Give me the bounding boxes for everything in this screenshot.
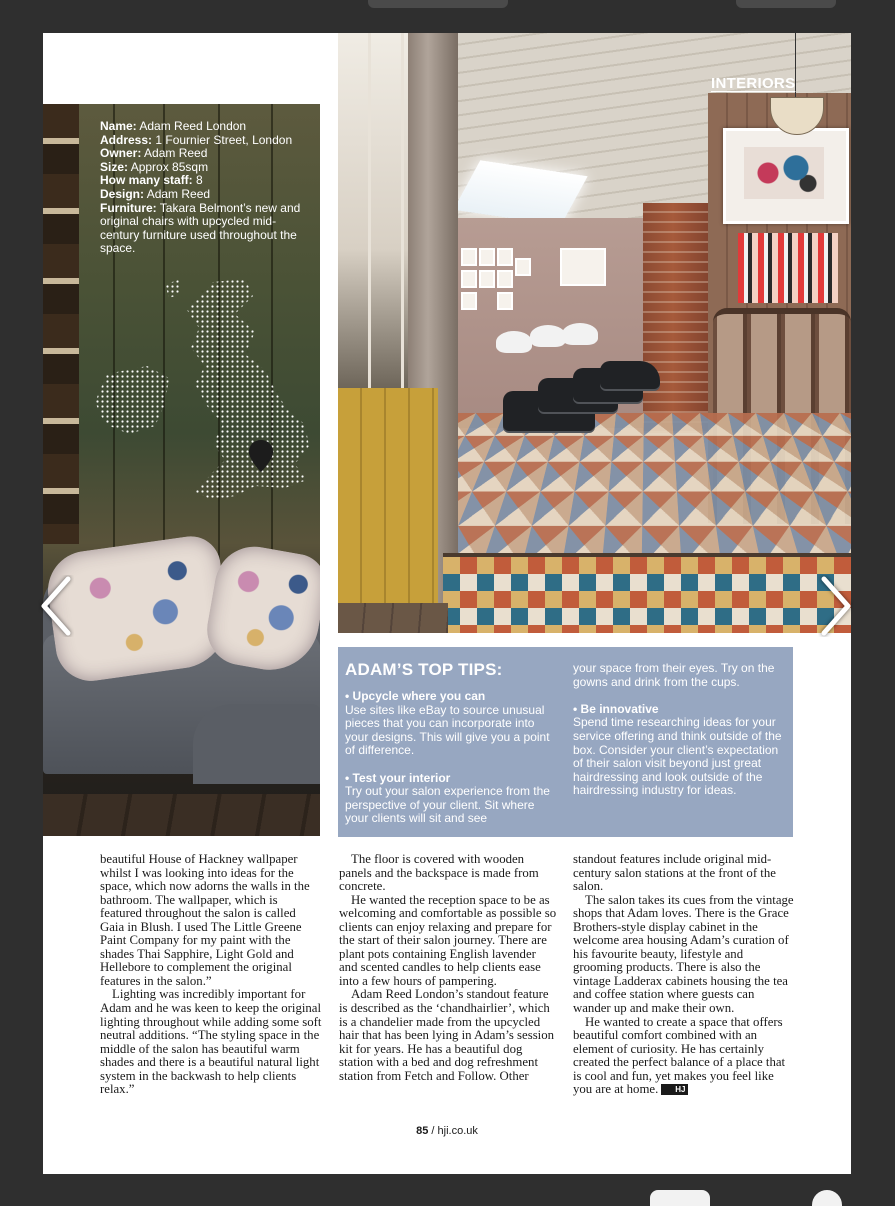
framed-artwork bbox=[723, 128, 849, 224]
picture-frame bbox=[461, 270, 477, 288]
article-paragraph: standout features include original mid-century salon stations at the front of the salon. bbox=[573, 852, 776, 894]
info-label: Furniture: bbox=[100, 200, 157, 215]
salon-info-list bbox=[100, 120, 315, 256]
salon-sofa-photo bbox=[43, 104, 320, 836]
section-label: INTERIORS bbox=[711, 75, 796, 92]
yellow-panel-wall bbox=[338, 388, 438, 603]
top-tips-box bbox=[338, 647, 793, 837]
article-text: He wanted to create a space that offers beautiful comfort combined with an element of curiosity. He has certainly created the perfect balance of a place that is cool and fun, yet makes you feel like you are at home. bbox=[573, 1014, 786, 1097]
tiled-step bbox=[443, 553, 851, 633]
info-staff bbox=[100, 174, 315, 188]
article-paragraph: Adam Reed London’s standout feature is described as the ‘chandhairlier’, which is a chandelier made from the upcycled hair that has been lying in Adam’s session kit for years. He has a beautiful dog station with a bed and dog refreshment station from Fetch and Follow. Other bbox=[339, 987, 555, 1083]
info-label: Name: bbox=[100, 119, 137, 133]
viewer-bottom-edge bbox=[650, 1190, 710, 1206]
brick-wall bbox=[643, 203, 718, 433]
wooden-floor bbox=[43, 794, 320, 836]
product-shelf bbox=[43, 104, 79, 544]
info-label: Address: bbox=[100, 132, 153, 147]
article-paragraph bbox=[573, 1016, 795, 1097]
page-footer bbox=[43, 1125, 851, 1137]
page-number: 85 bbox=[416, 1125, 429, 1137]
window bbox=[338, 33, 408, 393]
product-display bbox=[738, 233, 838, 303]
tip-spacer bbox=[573, 689, 788, 703]
picture-frame bbox=[461, 248, 477, 266]
info-label: Owner: bbox=[100, 146, 142, 161]
info-size bbox=[100, 161, 315, 175]
tip-body: your space from their eyes. Try on the gowns and drink from the cups. bbox=[573, 661, 775, 689]
uk-dot-map-icon bbox=[95, 274, 320, 514]
viewer-top-edge bbox=[368, 0, 508, 8]
info-furniture bbox=[100, 202, 315, 256]
info-name bbox=[100, 120, 315, 134]
picture-frame bbox=[515, 258, 531, 276]
tips-title: ADAM’S TOP TIPS: bbox=[345, 660, 503, 679]
article-column-2 bbox=[339, 853, 557, 1083]
info-value: Adam Reed London bbox=[139, 119, 247, 133]
wash-basin bbox=[496, 331, 532, 353]
chevron-left-icon bbox=[38, 575, 74, 637]
info-value: Takara Belmont’s new and original chairs with upcycled mid-century furniture used throughout the space. bbox=[100, 200, 301, 256]
info-value: 8 bbox=[196, 173, 203, 188]
picture-frame bbox=[461, 292, 477, 310]
end-mark: HJ bbox=[661, 1084, 687, 1095]
info-label: Size: bbox=[100, 159, 129, 174]
tips-column-left bbox=[345, 690, 558, 826]
info-value: Adam Reed bbox=[144, 146, 208, 161]
salon-interior-photo bbox=[338, 33, 851, 633]
picture-frame bbox=[497, 248, 513, 266]
tip-body: Spend time researching ideas for your service offering and think outside of the box. Consider your client’s expectation of their salon visit beyond just great hairdressing and look outside of the hairdressing industry for ideas. bbox=[573, 715, 782, 798]
tip-heading: • Test your interior bbox=[345, 770, 451, 785]
next-page-button[interactable] bbox=[818, 575, 854, 637]
info-value: Approx 85sqm bbox=[130, 159, 209, 174]
info-value: Adam Reed bbox=[146, 186, 211, 201]
info-label: How many staff: bbox=[100, 173, 193, 188]
picture-frame bbox=[497, 270, 513, 288]
viewer-bottom-edge bbox=[812, 1190, 842, 1206]
backwash-chair bbox=[600, 361, 660, 389]
location-pin-icon bbox=[249, 440, 273, 472]
magazine-page bbox=[43, 33, 851, 1174]
article-paragraph: The floor is covered with wooden panels and the backspace is made from concrete. bbox=[339, 852, 539, 894]
footer-site: hji.co.uk bbox=[437, 1125, 478, 1137]
picture-frame bbox=[479, 270, 495, 288]
article-column-3 bbox=[573, 853, 795, 1097]
tip-heading: • Be innovative bbox=[573, 701, 659, 716]
info-value: 1 Fournier Street, London bbox=[155, 132, 293, 147]
article-paragraph: Lighting was incredibly important for Adam and he was keen to keep the original lighting throughout while adding some soft neutral additions. “The styling space in the middle of the salon has beautiful warm shades and there is a beautiful natural light system in the backwash to help clients relax.” bbox=[100, 987, 322, 1097]
info-design bbox=[100, 188, 315, 202]
viewer-top-edge bbox=[736, 0, 836, 8]
wash-basin bbox=[562, 323, 598, 345]
article-column-1 bbox=[100, 853, 322, 1097]
chevron-right-icon bbox=[818, 575, 854, 637]
info-owner bbox=[100, 147, 315, 161]
wash-basin bbox=[530, 325, 566, 347]
picture-frame bbox=[497, 292, 513, 310]
previous-page-button[interactable] bbox=[38, 575, 74, 637]
info-label: Design: bbox=[100, 186, 145, 201]
picture-frame bbox=[560, 248, 606, 286]
article-paragraph: He wanted the reception space to be as welcoming and comfortable as possible so clients can enjoy relaxing and prepare for the start of their salon journey. There are plant pots containing English lavender and scented candles to help clients ease into a few hours of pampering. bbox=[339, 892, 557, 988]
article-paragraph: The salon takes its cues from the vintage shops that Adam loves. There is the Grace Brothers-style display cabinet in the welcome area housing Adam’s curation of his favourite beauty, lifestyle and grooming products. There is also the vintage Ladderax cabinets housing the tea and coffee station where guests can wander up and make their own. bbox=[573, 892, 794, 1016]
picture-frame bbox=[479, 248, 495, 266]
tip-heading: • Upcycle where you can bbox=[345, 689, 486, 703]
footer-separator: / bbox=[428, 1125, 438, 1137]
wooden-floor bbox=[338, 603, 448, 633]
tip-body: Try out your salon experience from the perspective of your client. Sit where your clients will sit and see bbox=[345, 784, 550, 826]
tips-column-right bbox=[573, 662, 788, 798]
sofa-arm bbox=[193, 704, 320, 784]
tip-body: Use sites like eBay to source unusual pieces that you can incorporate into your designs. This will give you a point of difference. bbox=[345, 702, 550, 758]
info-address bbox=[100, 134, 315, 148]
picture-wall bbox=[461, 248, 541, 308]
tip-spacer bbox=[345, 758, 558, 772]
article-paragraph: beautiful House of Hackney wallpaper whilst I was looking into ideas for the space, which now adorns the walls in the bathroom. The wallpaper, which is featured throughout the salon is called Gaia in Blush. I used The Little Greene Paint Company for my paint with the shades Thai Sapphire, Light Gold and Hellebore to complement the original features in the salon.” bbox=[100, 852, 310, 988]
